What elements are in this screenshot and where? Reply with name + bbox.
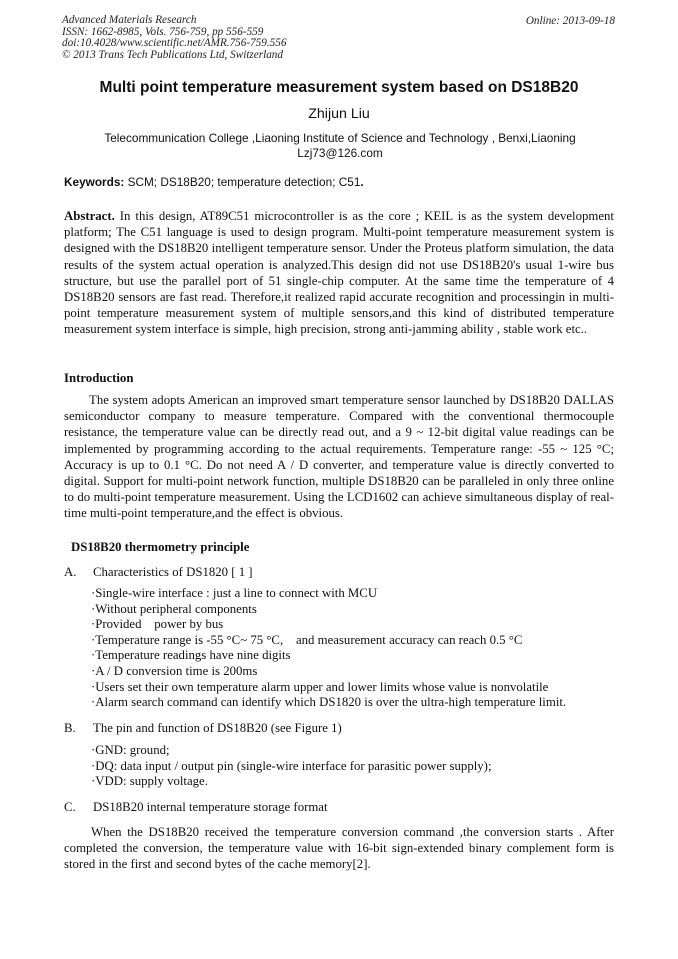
list-item: · Without peripheral components: [91, 602, 566, 618]
affiliation-block: [70, 131, 610, 161]
list-item: · DQ: data input / output pin (single-wire interface for parasitic power supply);: [91, 759, 492, 775]
online-date: Online: 2013-09-18: [525, 15, 615, 27]
abstract: [64, 208, 614, 338]
subsection-c-letter: C.: [64, 800, 76, 814]
journal-meta: [62, 15, 286, 61]
list-item: · Temperature readings have nine digits: [91, 648, 566, 664]
introduction-text: The system adopts American an improved smart temperature sensor launched by DS18B20 DALLAS semiconductor company to measure temperature. Compared with the conventional thermocouple resistance, the temperature value can be directly read out, and a 9 ~ 12-bit digital value readings can be implemented by programming according to the actual requirements. Temperature range: -55 ~ 125 °C; Accuracy is up to 0.1 °C. Do not need A / D converter, and temperature value is directly converted to digital. Support for multi-point network function, multiple DS18B20 can be paralleled in only three online to do multi-point temperature measurement. Using the LCD1602 can achieve simultaneous display of real-time multi-point temperature,and the effect is obvious.: [64, 393, 614, 521]
list-item: · VDD: supply voltage.: [91, 774, 492, 790]
copyright-line: © 2013 Trans Tech Publications Ltd, Switzerland: [62, 48, 283, 61]
author-email: Lzj73@126.com: [297, 146, 383, 160]
subsection-b-letter: B.: [64, 721, 76, 735]
principle-heading: DS18B20 thermometry principle: [71, 540, 250, 554]
affiliation: Telecommunication College ,Liaoning Institute of Science and Technology , Benxi,Liaoning: [104, 131, 576, 145]
list-item: · Alarm search command can identify which DS1820 is over the ultra-high temperature limit.: [91, 695, 566, 711]
doi-line: doi:10.4028/www.scientific.net/AMR.756-759.556: [62, 37, 287, 49]
paper-title: Multi point temperature measurement system based on DS18B20: [99, 79, 579, 96]
keywords-label: Keywords:: [64, 175, 125, 189]
subsection-c-heading: [64, 800, 328, 815]
list-item: · Temperature range is -55 °C~ 75 °C, and measurement accuracy can reach 0.5 °C: [91, 633, 566, 649]
subsection-a-title: Characteristics of DS1820 [ 1 ]: [93, 565, 253, 579]
subsection-c-title: DS18B20 internal temperature storage format: [93, 800, 328, 814]
list-item: · Users set their own temperature alarm upper and lower limits whose value is nonvolatile: [91, 680, 566, 696]
storage-format-text: When the DS18B20 received the temperature conversion command ,the conversion starts . After completed the conversion, the temperature value with 16-bit sign-extended binary complement form is stored in the first and second bytes of the cache memory[2].: [64, 825, 614, 872]
introduction-heading: Introduction: [64, 371, 134, 385]
issn-line: ISSN: 1662-8985, Vols. 756-759, pp 556-559: [62, 25, 264, 38]
subsection-b-title: The pin and function of DS18B20 (see Figure 1): [93, 721, 342, 735]
keywords-end: .: [360, 175, 364, 189]
abstract-label: Abstract.: [64, 209, 115, 223]
characteristics-list: [91, 586, 566, 711]
keywords: [64, 175, 364, 189]
journal-name: Advanced Materials Research: [62, 14, 197, 26]
subsection-a-letter: A.: [64, 565, 77, 579]
list-item: · Provided power by bus: [91, 617, 566, 633]
list-item: · Single-wire interface : just a line to connect with MCU: [91, 586, 566, 602]
subsection-b-heading: [64, 721, 342, 736]
list-item: · A / D conversion time is 200ms: [91, 664, 566, 680]
list-item: · GND: ground;: [91, 743, 492, 759]
pin-function-list: [91, 743, 492, 790]
subsection-a-heading: [64, 565, 253, 580]
keywords-text: SCM; DS18B20; temperature detection; C51: [127, 175, 361, 189]
author-name: Zhijun Liu: [308, 106, 370, 122]
abstract-text: In this design, AT89C51 microcontroller is as the core ; KEIL is as the system development platform; The C51 language is used to design program. Multi-point temperature measurement system is designed with the DS18B20 intelligent temperature sensor. Under the Proteus platform simulation, the data results of the system actual operation is analyzed.This design did not use DS18B20's usual 1-wire bus structure, but use the parallel port of 51 single-chip computer. At the same time the temperature of 4 DS18B20 sensors are fast read. Therefore,it realized rapid accurate recognition and processingin in multi-point temperature measurement system of multiple sensors,and this kind of distributed temperature measurement system interface is simple, high precision, strong anti-jamming ability , stable work etc..: [64, 209, 614, 337]
